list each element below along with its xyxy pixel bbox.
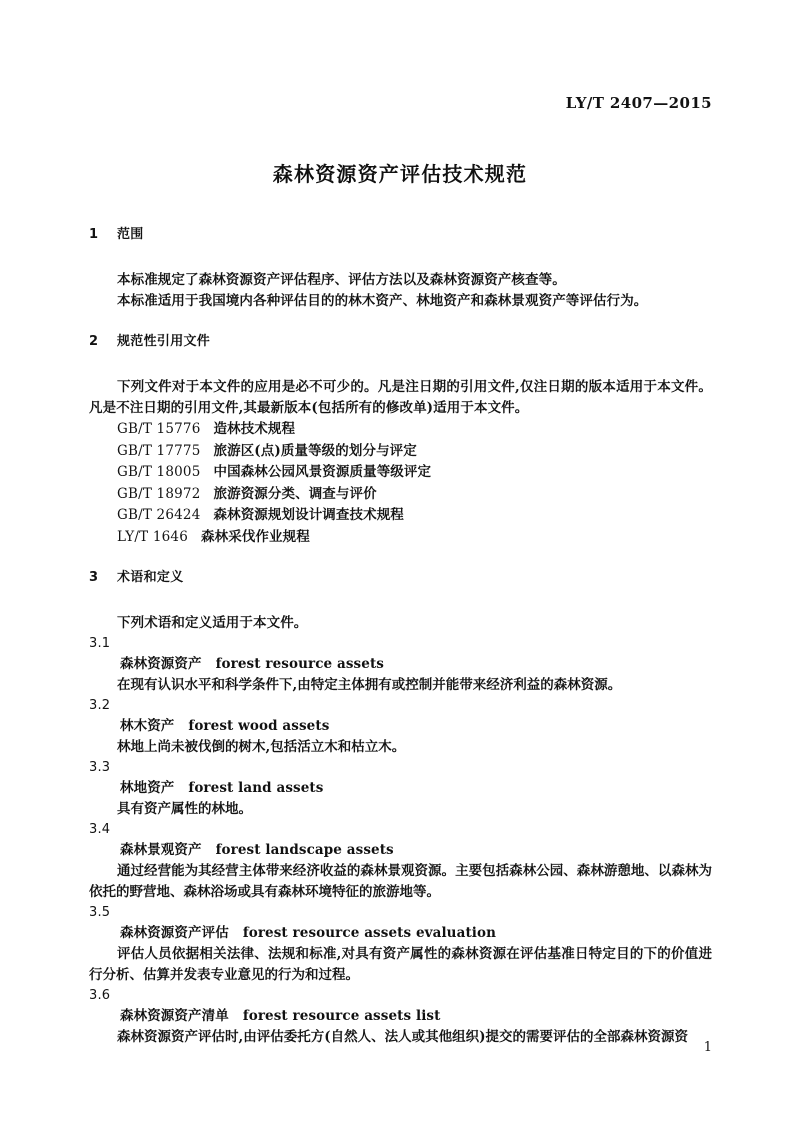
term-chinese: 林地资产 bbox=[120, 780, 175, 796]
term-number: 3.5 bbox=[89, 905, 111, 920]
term-number: 3.2 bbox=[89, 698, 111, 713]
term-number: 3.3 bbox=[89, 760, 111, 775]
reference-name: 森林资源规划设计调查技术规程 bbox=[213, 507, 404, 523]
clause-heading-1 bbox=[89, 226, 712, 244]
clause-1-paragraph-1: 本标准规定了森林资源资产评估程序、评估方法以及森林资源资产核查等。 bbox=[117, 272, 566, 288]
term-chinese: 森林资源资产 bbox=[120, 656, 202, 672]
document-title: 森林资源资产评估技术规范 bbox=[272, 162, 528, 186]
reference-item bbox=[117, 441, 712, 463]
term-definition: 具有资产属性的林地。 bbox=[117, 801, 252, 817]
page-number: 1 bbox=[703, 1040, 712, 1055]
reference-code: LY/T 1646 bbox=[117, 528, 189, 545]
normative-reference-list bbox=[89, 419, 712, 548]
reference-code: GB/T 18005 bbox=[117, 464, 201, 480]
reference-name: 造林技术规程 bbox=[213, 421, 296, 437]
term-number: 3.4 bbox=[89, 822, 111, 837]
reference-name: 森林采伐作业规程 bbox=[201, 528, 310, 545]
reference-name: 中国森林公园风景资源质量等级评定 bbox=[213, 464, 432, 480]
term-headword bbox=[120, 654, 712, 675]
term-headword bbox=[120, 1006, 712, 1027]
reference-code: GB/T 26424 bbox=[117, 507, 201, 523]
term-headword bbox=[120, 840, 712, 861]
term-english: forest land assets bbox=[188, 780, 324, 796]
term-headword bbox=[120, 716, 712, 737]
reference-name: 旅游资源分类、调查与评价 bbox=[213, 485, 377, 502]
term-headword bbox=[120, 778, 712, 799]
term-number: 3.1 bbox=[89, 636, 111, 651]
clause-2-paragraph-1: 下列文件对于本文件的应用是必不可少的。凡是注日期的引用文件,仅注日期的版本适用于本文件。凡是不注日期的引用文件,其最新版本(包括所有的修改单)适用于本文件。 bbox=[89, 379, 712, 416]
clause-title-2: 规范性引用文件 bbox=[117, 334, 211, 349]
term-english: forest resource assets evaluation bbox=[242, 925, 497, 941]
term-chinese: 森林资源资产评估 bbox=[120, 925, 229, 941]
term-definition: 在现有认识水平和科学条件下,由特定主体拥有或控制并能带来经济利益的森林资源。 bbox=[117, 677, 622, 693]
clause-title-1: 范围 bbox=[117, 227, 144, 242]
clause-number-2: 2 bbox=[89, 334, 99, 349]
clause-3-paragraph-1: 下列术语和定义适用于本文件。 bbox=[117, 615, 308, 631]
clause-number-1: 1 bbox=[89, 227, 99, 242]
term-english: forest wood assets bbox=[188, 718, 330, 734]
term-chinese: 林木资产 bbox=[120, 718, 175, 734]
term-definition: 通过经营能为其经营主体带来经济收益的森林景观资源。主要包括森林公园、森林游憩地、以森林为依托的野营地、森林浴场或具有森林环境特征的旅游地等。 bbox=[89, 863, 712, 900]
reference-item bbox=[117, 505, 712, 527]
clause-number-3: 3 bbox=[89, 570, 99, 585]
document-body bbox=[89, 226, 712, 1048]
reference-item bbox=[117, 462, 712, 484]
term-definition: 评估人员依据相关法律、法规和标准,对具有资产属性的森林资源在评估基准日特定目的下的价值进行分析、估算并发表专业意见的行为和过程。 bbox=[89, 946, 712, 983]
reference-item bbox=[117, 484, 712, 506]
term-english: forest landscape assets bbox=[215, 842, 394, 858]
term-definition: 林地上尚未被伐倒的树木,包括活立木和枯立木。 bbox=[117, 739, 406, 755]
clause-heading-3 bbox=[89, 569, 712, 587]
clause-heading-2 bbox=[89, 333, 712, 351]
reference-code: GB/T 15776 bbox=[117, 421, 201, 437]
term-english: forest resource assets list bbox=[242, 1008, 441, 1024]
reference-name: 旅游区(点)质量等级的划分与评定 bbox=[213, 442, 417, 459]
term-headword bbox=[120, 923, 712, 944]
clause-title-3: 术语和定义 bbox=[117, 570, 184, 585]
term-definition: 森林资源资产评估时,由评估委托方(自然人、法人或其他组织)提交的需要评估的全部森林资源资 bbox=[117, 1029, 688, 1045]
term-number: 3.6 bbox=[89, 988, 111, 1003]
term-chinese: 森林景观资产 bbox=[120, 842, 202, 858]
reference-item bbox=[117, 419, 712, 441]
reference-code: GB/T 18972 bbox=[117, 485, 201, 502]
reference-item bbox=[117, 527, 712, 549]
standard-code-header: LY/T 2407—2015 bbox=[565, 94, 712, 112]
term-english: forest resource assets bbox=[215, 656, 384, 672]
term-chinese: 森林资源资产清单 bbox=[120, 1008, 229, 1024]
reference-code: GB/T 17775 bbox=[117, 442, 201, 459]
clause-1-paragraph-2: 本标准适用于我国境内各种评估目的的林木资产、林地资产和森林景观资产等评估行为。 bbox=[117, 293, 648, 309]
